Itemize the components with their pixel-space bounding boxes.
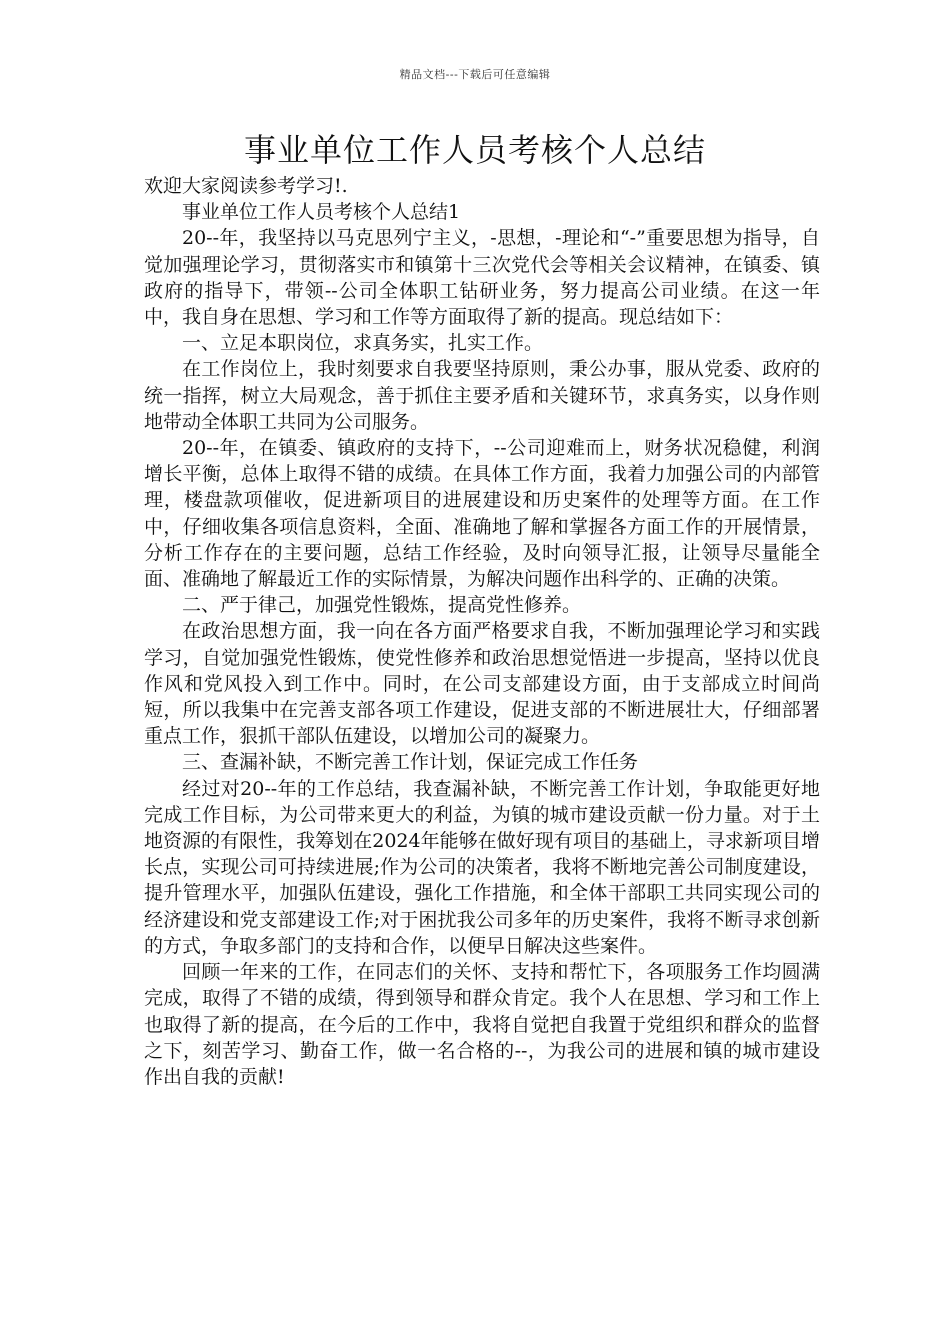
- section-heading: 三、查漏补缺，不断完善工作计划，保证完成工作任务: [182, 751, 639, 774]
- section-heading: 二、严于律己，加强党性锻炼，提高党性修养。: [182, 594, 582, 617]
- body-paragraph: 20--年，在镇委、镇政府的支持下，--公司迎难而上，财务状况稳健，利润增长平衡，总体上取得不错的成绩。在具体工作方面，我着力加强公司的内部管理，楼盘款项催收，促进新项目的进展建设和历史案件的处理等方面。在工作中，仔细收集各项信息资料，全面、准确地了解和掌握各方面工作的开展情景，分析工作存在的主要问题，总结工作经验，及时向领导汇报，让领导尽量能全面、准确地了解最近工作的实际情景，为解决问题作出科学的、正确的决策。: [144, 437, 820, 591]
- body-paragraph: 在政治思想方面，我一向在各方面严格要求自我，不断加强理论学习和实践学习，自觉加强党性锻炼，使党性修养和政治思想觉悟进一步提高，坚持以优良作风和党风投入到工作中。同时，在公司支部建设方面，由于支部成立时间尚短，所以我集中在完善支部各项工作建设，促进支部的不断进展壮大，仔细部署重点工作，狠抓干部队伍建设，以增加公司的凝聚力。: [144, 620, 820, 748]
- section-heading: 一、立足本职岗位，求真务实，扎实工作。: [182, 332, 544, 355]
- page-header-note: 精品文档---下载后可任意编辑: [399, 68, 551, 81]
- document-title: 事业单位工作人员考核个人总结: [243, 131, 706, 169]
- body-paragraph: 经过对20--年的工作总结，我查漏补缺，不断完善工作计划，争取能更好地完成工作目标，为公司带来更大的利益，为镇的城市建设贡献一份力量。对于土地资源的有限性，我筹划在2024年能够在做好现有项目的基础上，寻求新项目增长点，实现公司可持续进展;作为公司的决策者，我将不断地完善公司制度建设，提升管理水平，加强队伍建设，强化工作措施，和全体干部职工共同实现公司的经济建设和党支部建设工作;对于困扰我公司多年的历史案件，我将不断寻求创新的方式，争取多部门的支持和合作，以便早日解决这些案件。: [144, 777, 820, 957]
- body-paragraph: 回顾一年来的工作，在同志们的关怀、支持和帮忙下，各项服务工作均圆满完成，取得了不错的成绩，得到领导和群众肯定。我个人在思想、学习和工作上也取得了新的提高，在今后的工作中，我将自觉把自我置于党组织和群众的监督之下，刻苦学习、勤奋工作，做一名合格的--，为我公司的进展和镇的城市建设作出自我的贡献!: [144, 961, 820, 1088]
- section-subtitle: 事业单位工作人员考核个人总结1: [182, 201, 461, 224]
- document-body: [144, 173, 820, 1090]
- body-paragraph: 在工作岗位上，我时刻要求自我要坚持原则，秉公办事，服从党委、政府的统一指挥，树立大局观念，善于抓住主要矛盾和关键环节，求真务实，以身作则地带动全体职工共同为公司服务。: [144, 358, 820, 433]
- body-paragraph: 20--年，我坚持以马克思列宁主义，-思想，-理论和“-”重要思想为指导，自觉加强理论学习，贯彻落实市和镇第十三次党代会等相关会议精神，在镇委、镇政府的指导下，带领--公司全体职工钻研业务，努力提高公司业绩。在这一年中，我自身在思想、学习和工作等方面取得了新的提高。现总结如下：: [144, 227, 820, 329]
- intro-line: 欢迎大家阅读参考学习!.: [144, 175, 348, 197]
